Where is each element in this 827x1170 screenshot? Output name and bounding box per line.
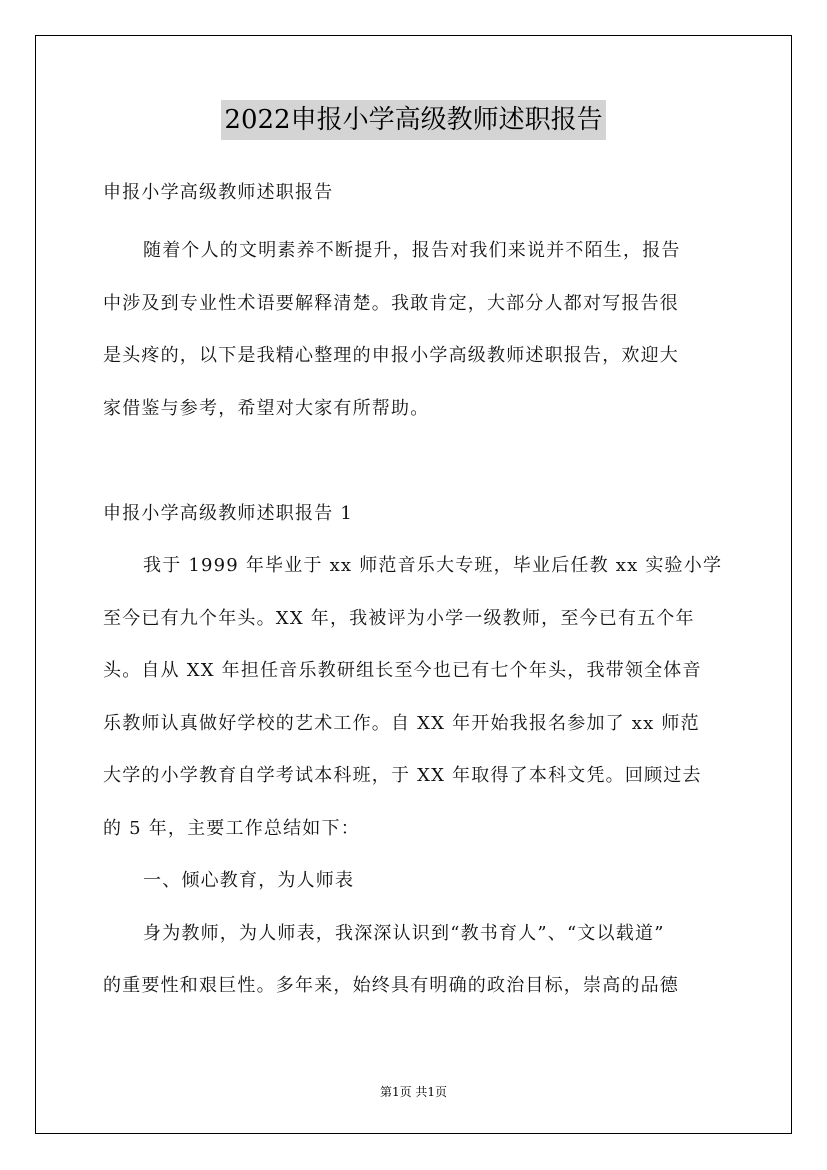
paragraph-line: 中涉及到专业性术语要解释清楚。我敢肯定，大部分人都对写报告很	[103, 292, 679, 314]
paragraph-line: 我于 1999 年毕业于 xx 师范音乐大专班，毕业后任教 xx 实验小学	[143, 555, 723, 576]
paragraph-line: 的 5 年，主要工作总结如下：	[103, 817, 360, 839]
paragraph-line: 家借鉴与参考，希望对大家有所帮助。	[103, 397, 430, 419]
blank-line	[103, 435, 727, 488]
paragraph-line: 是头疼的，以下是我精心整理的申报小学高级教师述职报告，欢迎大	[103, 345, 679, 366]
paragraph-line: 大学的小学教育自学考试本科班，于 XX 年取得了本科文凭。回顾过去	[103, 765, 702, 786]
title-container	[0, 100, 827, 140]
paragraph-line: 的重要性和艰巨性。多年来，始终具有明确的政治目标，崇高的品德	[103, 975, 679, 996]
paragraph-line: 乐教师认真做好学校的艺术工作。自 XX 年开始我报名参加了 xx 师范	[103, 712, 700, 734]
paragraph-line: 头。自从 XX 年担任音乐教研组长至今也已有七个年头，我带领全体音	[103, 660, 702, 681]
paragraph-line: 身为教师，为人师表，我深深认识到“教书育人”、“文以载道”	[143, 922, 665, 944]
paragraph-line: 至今已有九个年头。XX 年，我被评为小学一级教师，至今已有五个年	[103, 607, 695, 629]
page-footer: 第1页 共1页	[379, 1085, 448, 1099]
document-body	[103, 178, 727, 1013]
subsection-heading: 一、倾心教育，为人师表	[143, 870, 355, 891]
section-heading: 申报小学高级教师述职报告 1	[103, 502, 353, 524]
document-title: 2022申报小学高级教师述职报告	[221, 100, 605, 140]
paragraph-line: 随着个人的文明素养不断提升，报告对我们来说并不陌生，报告	[143, 240, 681, 261]
subtitle-line: 申报小学高级教师述职报告	[103, 182, 334, 203]
